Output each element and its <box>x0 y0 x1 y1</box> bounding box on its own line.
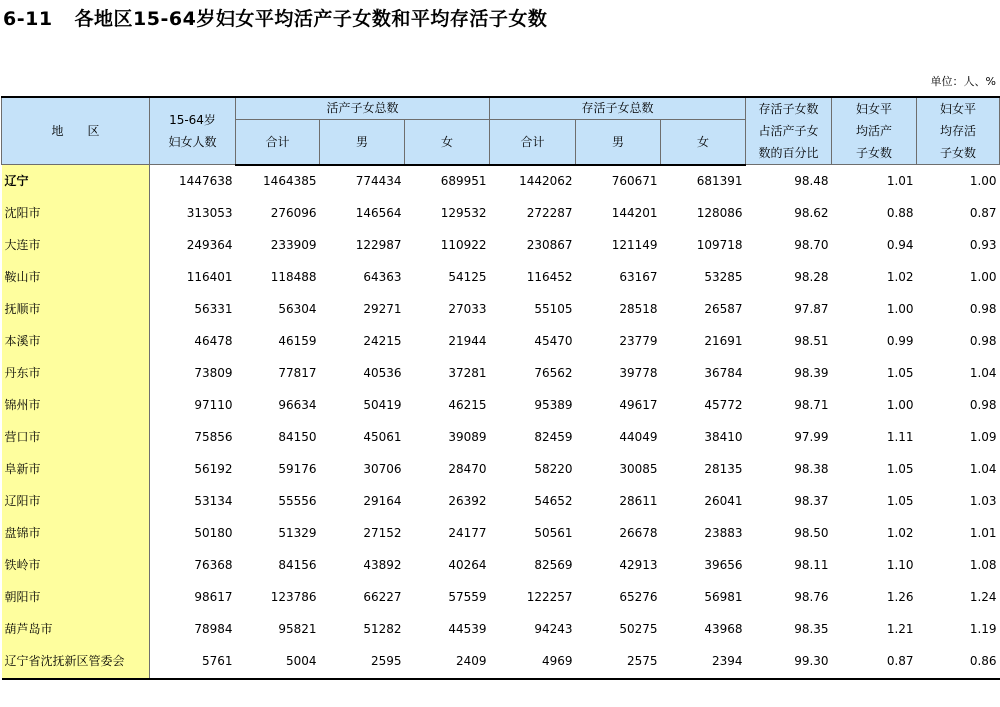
cell-lb-male: 50419 <box>363 398 402 413</box>
cell-lb-female: 28470 <box>448 462 487 477</box>
table-row <box>2 518 1000 550</box>
cell-pct: 98.35 <box>794 622 829 637</box>
cell-avg-live: 0.94 <box>886 238 914 253</box>
cell-sv-male: 39778 <box>619 366 658 381</box>
cell-sv-female: 109718 <box>696 238 743 253</box>
cell-lb-female: 27033 <box>448 302 487 317</box>
cell-women: 78984 <box>194 622 233 637</box>
cell-name: 丹东市 <box>2 358 150 390</box>
cell-lb-female: 2409 <box>405 646 490 679</box>
cell-name: 辽阳市 <box>2 486 150 518</box>
cell-sv-female: 26587 <box>704 302 743 317</box>
cell-avg-surv: 0.93 <box>969 238 997 253</box>
cell-avg-surv: 0.87 <box>969 206 997 221</box>
cell-avg-surv: 1.01 <box>969 526 997 541</box>
cell-women: 53134 <box>194 494 233 509</box>
cell-avg-surv: 0.98 <box>969 302 997 317</box>
cell-lb-female: 37281 <box>448 366 487 381</box>
header-sv-total: 合计 <box>490 120 576 165</box>
cell-avg-live: 1.26 <box>886 590 914 605</box>
cell-lb-female: 54125 <box>448 270 487 285</box>
cell-lb-female: 46215 <box>448 398 487 413</box>
cell-avg-live: 1.01 <box>886 174 914 189</box>
table-row <box>2 358 1000 390</box>
cell-sv-female: 36784 <box>704 366 743 381</box>
cell-women: 50180 <box>194 526 233 541</box>
header-women-bottom: 妇女人数 <box>168 135 217 149</box>
cell-sv-male: 760671 <box>611 174 658 189</box>
cell-avg-live: 1.02 <box>886 270 914 285</box>
cell-sv-female: 39656 <box>704 558 743 573</box>
table-row <box>2 646 1000 679</box>
cell-lb-female: 689951 <box>440 174 487 189</box>
cell-name: 葫芦岛市 <box>2 614 150 646</box>
cell-sv-male: 28518 <box>619 302 658 317</box>
cell-women: 5761 <box>150 646 236 679</box>
cell-sv-total: 94243 <box>534 622 573 637</box>
cell-lb-male: 40536 <box>363 366 402 381</box>
cell-lb-total: 46159 <box>278 334 317 349</box>
cell-women: 97110 <box>194 398 233 413</box>
cell-lb-male: 27152 <box>363 526 402 541</box>
cell-sv-male: 2575 <box>576 646 661 679</box>
cell-women: 249364 <box>186 238 233 253</box>
cell-name: 锦州市 <box>2 390 150 422</box>
table-row <box>2 550 1000 582</box>
cell-sv-total: 82459 <box>534 430 573 445</box>
cell-lb-male: 146564 <box>355 206 402 221</box>
cell-sv-total: 54652 <box>534 494 573 509</box>
cell-lb-total: 84156 <box>278 558 317 573</box>
table-row <box>2 326 1000 358</box>
cell-pct: 98.39 <box>794 366 829 381</box>
cell-sv-female: 56981 <box>704 590 743 605</box>
cell-avg-surv: 1.04 <box>969 366 997 381</box>
cell-sv-female: 21691 <box>704 334 743 349</box>
cell-avg-surv: 1.03 <box>969 494 997 509</box>
cell-sv-male: 42913 <box>619 558 658 573</box>
cell-women: 1447638 <box>179 174 233 189</box>
cell-pct: 98.28 <box>794 270 829 285</box>
cell-sv-total: 50561 <box>534 526 573 541</box>
cell-avg-live: 1.02 <box>886 526 914 541</box>
cell-name: 大连市 <box>2 230 150 262</box>
cell-sv-male: 121149 <box>611 238 658 253</box>
cell-pct: 97.99 <box>794 430 829 445</box>
cell-lb-female: 39089 <box>448 430 487 445</box>
cell-lb-total: 84150 <box>278 430 317 445</box>
cell-sv-male: 49617 <box>619 398 658 413</box>
header-survival-pct <box>746 97 832 165</box>
cell-lb-total: 51329 <box>278 526 317 541</box>
table-body <box>2 165 1000 679</box>
header-women-count <box>150 97 236 165</box>
table-row <box>2 422 1000 454</box>
cell-sv-female: 23883 <box>704 526 743 541</box>
cell-avg-surv: 1.00 <box>969 270 997 285</box>
cell-sv-total: 58220 <box>534 462 573 477</box>
header-sv-male: 男 <box>576 120 661 165</box>
cell-name: 沈阳市 <box>2 198 150 230</box>
cell-avg-live: 1.21 <box>886 622 914 637</box>
cell-pct: 98.76 <box>794 590 829 605</box>
cell-name: 营口市 <box>2 422 150 454</box>
cell-sv-female: 38410 <box>704 430 743 445</box>
cell-lb-total: 59176 <box>278 462 317 477</box>
cell-sv-male: 65276 <box>619 590 658 605</box>
cell-lb-male: 66227 <box>363 590 402 605</box>
header-avg-live <box>832 97 917 165</box>
table-row <box>2 486 1000 518</box>
cell-lb-male: 2595 <box>320 646 405 679</box>
cell-name: 阜新市 <box>2 454 150 486</box>
cell-lb-female: 44539 <box>448 622 487 637</box>
cell-sv-total: 230867 <box>526 238 573 253</box>
table-row <box>2 582 1000 614</box>
cell-lb-female: 110922 <box>440 238 487 253</box>
cell-sv-total: 76562 <box>534 366 573 381</box>
cell-avg-surv: 1.24 <box>969 590 997 605</box>
table-row <box>2 614 1000 646</box>
header-avg-surv-line2: 均存活 <box>940 124 977 138</box>
cell-lb-total: 276096 <box>270 206 317 221</box>
cell-lb-female: 40264 <box>448 558 487 573</box>
cell-avg-surv: 1.09 <box>969 430 997 445</box>
cell-avg-live: 1.00 <box>886 302 914 317</box>
table-number: 6-11 <box>3 8 53 30</box>
cell-sv-total: 45470 <box>534 334 573 349</box>
cell-avg-surv: 1.00 <box>969 174 997 189</box>
cell-women: 46478 <box>194 334 233 349</box>
cell-sv-total: 95389 <box>534 398 573 413</box>
cell-sv-female: 26041 <box>704 494 743 509</box>
cell-avg-live: 0.87 <box>832 646 917 679</box>
table-title-text: 各地区15-64岁妇女平均活产子女数和平均存活子女数 <box>74 8 548 30</box>
cell-lb-male: 774434 <box>355 174 402 189</box>
cell-avg-live: 1.05 <box>886 462 914 477</box>
cell-sv-total: 4969 <box>490 646 576 679</box>
cell-lb-male: 29271 <box>363 302 402 317</box>
cell-women: 56331 <box>194 302 233 317</box>
header-lb-female: 女 <box>405 120 490 165</box>
cell-name: 朝阳市 <box>2 582 150 614</box>
cell-lb-male: 45061 <box>363 430 402 445</box>
cell-lb-total: 96634 <box>278 398 317 413</box>
cell-lb-female: 21944 <box>448 334 487 349</box>
header-pct-line2: 占活产子女 <box>758 124 819 138</box>
cell-pct: 98.48 <box>794 174 829 189</box>
header-avg-live-line1: 妇女平 <box>856 102 893 116</box>
cell-pct: 98.62 <box>794 206 829 221</box>
cell-sv-total: 116452 <box>526 270 573 285</box>
cell-avg-surv: 1.19 <box>969 622 997 637</box>
cell-women: 313053 <box>186 206 233 221</box>
table-row <box>2 454 1000 486</box>
cell-sv-female: 28135 <box>704 462 743 477</box>
cell-avg-surv: 0.98 <box>969 334 997 349</box>
cell-sv-female: 45772 <box>704 398 743 413</box>
cell-lb-male: 30706 <box>363 462 402 477</box>
header-lb-total: 合计 <box>236 120 320 165</box>
cell-name: 铁岭市 <box>2 550 150 582</box>
table-row <box>2 230 1000 262</box>
cell-lb-male: 29164 <box>363 494 402 509</box>
table-header <box>2 97 1000 165</box>
cell-lb-total: 1464385 <box>263 174 317 189</box>
cell-sv-total: 122257 <box>526 590 573 605</box>
cell-name: 本溪市 <box>2 326 150 358</box>
cell-lb-total: 233909 <box>270 238 317 253</box>
header-women-top: 15-64岁 <box>169 113 216 127</box>
cell-pct: 99.30 <box>746 646 832 679</box>
cell-lb-female: 129532 <box>440 206 487 221</box>
header-region: 地 区 <box>2 97 150 165</box>
table-row <box>2 390 1000 422</box>
cell-name: 盘锦市 <box>2 518 150 550</box>
cell-women: 116401 <box>186 270 233 285</box>
cell-women: 73809 <box>194 366 233 381</box>
cell-sv-male: 63167 <box>619 270 658 285</box>
cell-lb-male: 43892 <box>363 558 402 573</box>
header-avg-surv-line1: 妇女平 <box>940 102 977 116</box>
table-row <box>2 262 1000 294</box>
cell-avg-live: 1.10 <box>886 558 914 573</box>
cell-lb-male: 122987 <box>355 238 402 253</box>
cell-lb-female: 26392 <box>448 494 487 509</box>
unit-label: 单位：人、% <box>930 75 996 88</box>
cell-name: 抚顺市 <box>2 294 150 326</box>
table-row <box>2 294 1000 326</box>
page-title <box>3 4 547 31</box>
cell-sv-male: 28611 <box>619 494 658 509</box>
header-surviving-group: 存活子女总数 <box>490 97 746 120</box>
cell-sv-total: 272287 <box>526 206 573 221</box>
cell-women: 76368 <box>194 558 233 573</box>
header-live-births-group: 活产子女总数 <box>236 97 490 120</box>
cell-lb-total: 55556 <box>278 494 317 509</box>
header-lb-male: 男 <box>320 120 405 165</box>
header-avg-surv-line3: 子女数 <box>940 146 977 160</box>
header-sv-female: 女 <box>661 120 746 165</box>
header-avg-live-line3: 子女数 <box>856 146 893 160</box>
header-avg-live-line2: 均活产 <box>856 124 893 138</box>
cell-avg-live: 1.11 <box>886 430 914 445</box>
table-row <box>2 198 1000 230</box>
cell-women: 56192 <box>194 462 233 477</box>
cell-lb-total: 118488 <box>270 270 317 285</box>
cell-pct: 98.11 <box>794 558 829 573</box>
cell-sv-female: 53285 <box>704 270 743 285</box>
cell-lb-total: 77817 <box>278 366 317 381</box>
cell-avg-live: 1.05 <box>886 366 914 381</box>
cell-sv-male: 23779 <box>619 334 658 349</box>
cell-lb-male: 24215 <box>363 334 402 349</box>
cell-sv-female: 681391 <box>696 174 743 189</box>
cell-lb-male: 64363 <box>363 270 402 285</box>
cell-sv-total: 55105 <box>534 302 573 317</box>
header-pct-line3: 数的百分比 <box>758 146 819 160</box>
cell-sv-male: 50275 <box>619 622 658 637</box>
cell-lb-total: 123786 <box>270 590 317 605</box>
cell-sv-male: 44049 <box>619 430 658 445</box>
cell-name: 鞍山市 <box>2 262 150 294</box>
cell-lb-total: 95821 <box>278 622 317 637</box>
cell-name: 辽宁省沈抚新区管委会 <box>2 646 150 679</box>
cell-lb-total: 56304 <box>278 302 317 317</box>
cell-lb-male: 51282 <box>363 622 402 637</box>
cell-pct: 98.71 <box>794 398 829 413</box>
table-row <box>2 165 1000 198</box>
header-pct-line1: 存活子女数 <box>758 102 819 116</box>
cell-sv-male: 144201 <box>611 206 658 221</box>
cell-avg-surv: 0.98 <box>969 398 997 413</box>
cell-sv-female: 2394 <box>661 646 746 679</box>
header-avg-surv <box>917 97 1000 165</box>
cell-pct: 98.51 <box>794 334 829 349</box>
cell-lb-female: 24177 <box>448 526 487 541</box>
cell-avg-surv: 0.86 <box>917 646 1000 679</box>
cell-avg-surv: 1.04 <box>969 462 997 477</box>
cell-sv-male: 30085 <box>619 462 658 477</box>
cell-avg-live: 0.88 <box>886 206 914 221</box>
cell-avg-live: 0.99 <box>886 334 914 349</box>
cell-avg-live: 1.00 <box>886 398 914 413</box>
cell-sv-total: 1442062 <box>519 174 573 189</box>
data-table <box>1 96 1000 680</box>
cell-lb-total: 5004 <box>236 646 320 679</box>
cell-pct: 98.50 <box>794 526 829 541</box>
cell-avg-live: 1.05 <box>886 494 914 509</box>
cell-name: 辽宁 <box>2 165 150 198</box>
cell-women: 75856 <box>194 430 233 445</box>
cell-pct: 98.70 <box>794 238 829 253</box>
cell-sv-total: 82569 <box>534 558 573 573</box>
cell-avg-surv: 1.08 <box>969 558 997 573</box>
cell-sv-female: 43968 <box>704 622 743 637</box>
cell-lb-female: 57559 <box>448 590 487 605</box>
cell-pct: 98.37 <box>794 494 829 509</box>
cell-pct: 98.38 <box>794 462 829 477</box>
cell-women: 98617 <box>194 590 233 605</box>
cell-sv-male: 26678 <box>619 526 658 541</box>
cell-pct: 97.87 <box>794 302 829 317</box>
cell-sv-female: 128086 <box>696 206 743 221</box>
